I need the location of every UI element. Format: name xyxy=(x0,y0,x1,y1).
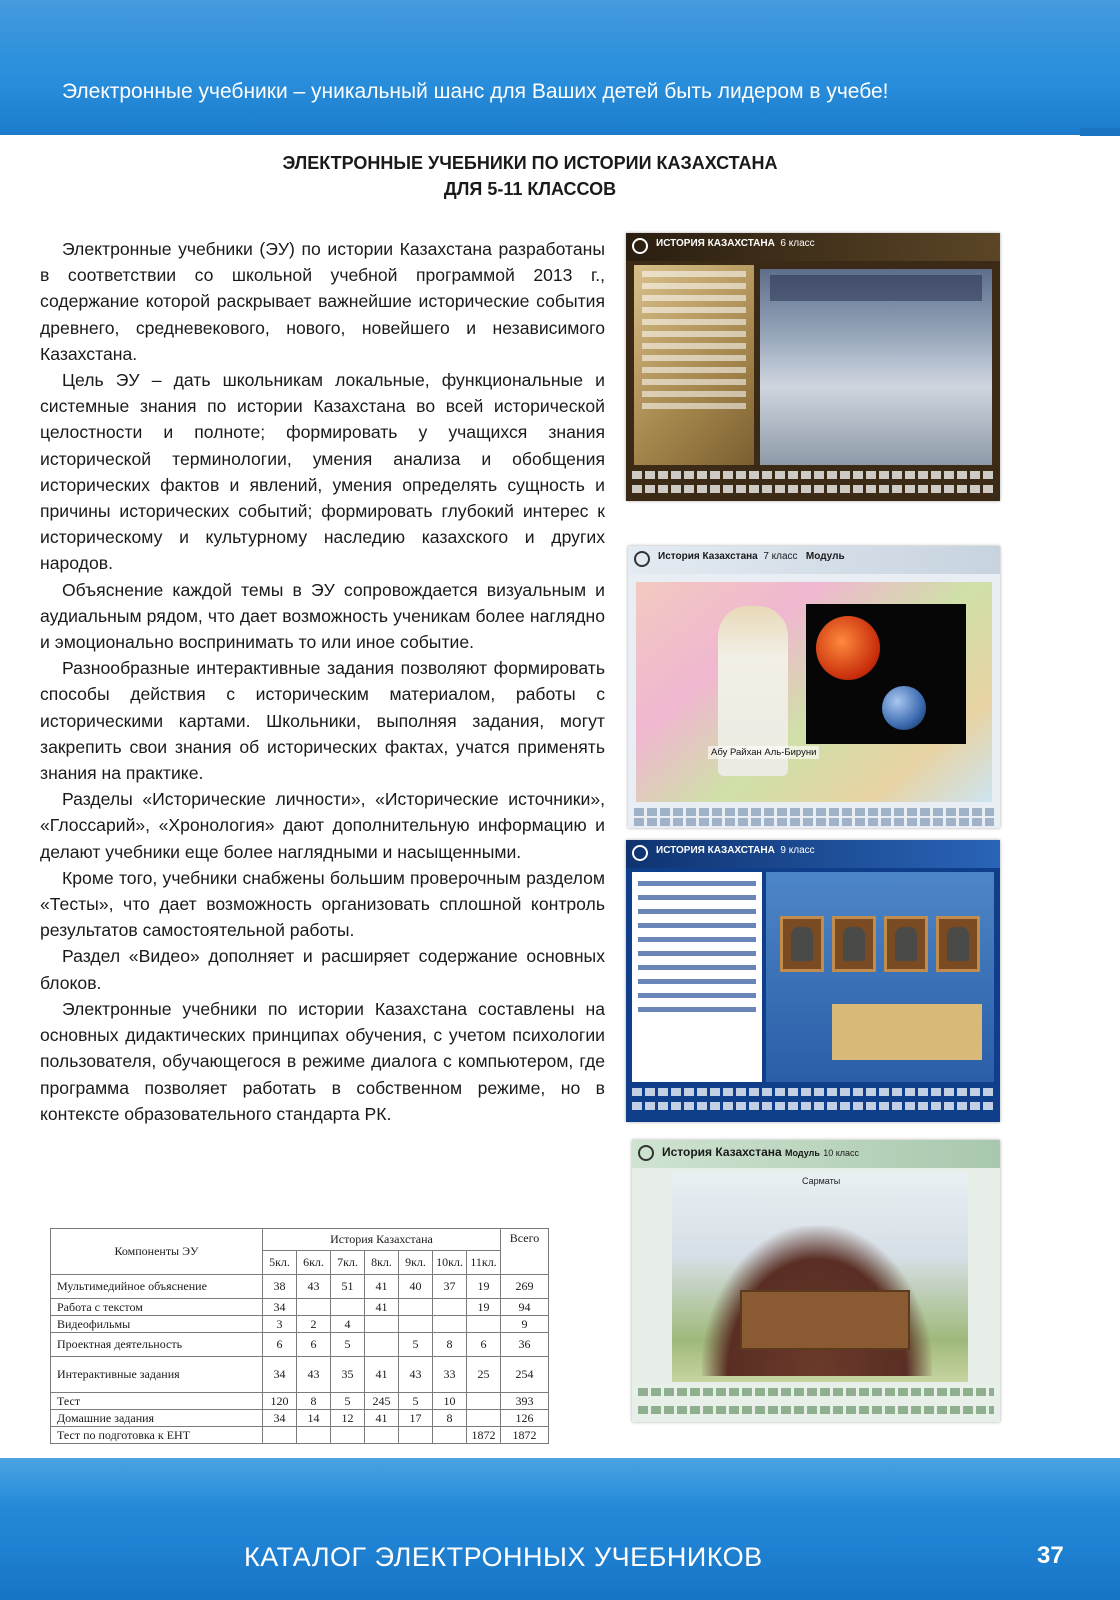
table-cell: 43 xyxy=(297,1357,331,1393)
table-cell-total: 9 xyxy=(501,1316,549,1333)
table-cell xyxy=(467,1316,501,1333)
table-header-total: Всего xyxy=(501,1229,549,1275)
table-row xyxy=(51,1427,549,1444)
table-row xyxy=(51,1316,549,1333)
paragraph: Кроме того, учебники снабжены большим проверочным разделом «Тесты», что дает возможность организовать сплошной контроль результатов самостоятельной работы. xyxy=(40,867,605,941)
table-row-name: Домашние задания xyxy=(51,1410,263,1427)
table-cell: 6 xyxy=(297,1333,331,1357)
table-row-name: Мультимедийное объяснение xyxy=(51,1275,263,1299)
table-cell-total: 94 xyxy=(501,1299,549,1316)
table-cell xyxy=(331,1299,365,1316)
page-title xyxy=(160,150,900,202)
table-row xyxy=(51,1275,549,1299)
table-cell: 1872 xyxy=(467,1427,501,1444)
table-row-name: Проектная деятельность xyxy=(51,1333,263,1357)
table-cell: 19 xyxy=(467,1299,501,1316)
table-cell: 41 xyxy=(365,1299,399,1316)
screenshot-button-strip xyxy=(634,818,994,826)
banner-gloss xyxy=(0,1458,1120,1508)
screenshot-grade-6 xyxy=(626,233,1000,501)
table-cell: 4 xyxy=(331,1316,365,1333)
table-header-group: История Казахстана xyxy=(263,1229,501,1251)
portrait-image xyxy=(936,916,980,972)
table-cell: 12 xyxy=(331,1410,365,1427)
table-cell: 5 xyxy=(331,1333,365,1357)
banner-corner xyxy=(1080,128,1120,136)
header-slogan: Электронные учебники – уникальный шанс для Ваших детей быть лидером в учебе! xyxy=(62,80,889,103)
screenshot-letter-strip xyxy=(638,1388,994,1396)
table-grade-header: 7кл. xyxy=(331,1251,365,1275)
earth-image xyxy=(882,686,926,730)
table-row xyxy=(51,1357,549,1393)
table-row xyxy=(51,1393,549,1410)
table-cell: 34 xyxy=(263,1357,297,1393)
table-cell xyxy=(433,1299,467,1316)
bottom-banner xyxy=(0,1458,1120,1600)
table-cell: 41 xyxy=(365,1357,399,1393)
sun-image xyxy=(816,616,880,680)
table-grade-header: 8кл. xyxy=(365,1251,399,1275)
screenshot-titlebar xyxy=(628,546,1000,574)
portrait-image xyxy=(780,916,824,972)
table-cell: 5 xyxy=(331,1393,365,1410)
table-cell: 8 xyxy=(297,1393,331,1410)
table-grade-header: 10кл. xyxy=(433,1251,467,1275)
table-row xyxy=(51,1299,549,1316)
table-cell xyxy=(365,1316,399,1333)
table-cell: 8 xyxy=(433,1333,467,1357)
table-cell: 51 xyxy=(331,1275,365,1299)
table-cell: 41 xyxy=(365,1275,399,1299)
screenshot-menu xyxy=(634,265,754,465)
screenshot-title: ИСТОРИЯ КАЗАХСТАНА 6 класс xyxy=(656,238,815,249)
screenshot-title: ИСТОРИЯ КАЗАХСТАНА 9 класс xyxy=(656,845,815,856)
screenshot-letter-strip xyxy=(634,808,994,816)
paragraph: Объяснение каждой темы в ЭУ сопровождается визуальным и аудиальным рядом, что дает возможность ученикам более наглядно и эмоционально воспринимать то или иное событие. xyxy=(40,579,605,653)
screenshot-grade-7 xyxy=(628,546,1000,828)
table-cell-total: 1872 xyxy=(501,1427,549,1444)
table-cell: 25 xyxy=(467,1357,501,1393)
table-cell: 43 xyxy=(297,1275,331,1299)
banner-gloss xyxy=(0,0,1120,70)
paragraph: Раздел «Видео» дополняет и расширяет содержание основных блоков. xyxy=(40,946,605,993)
table-cell: 5 xyxy=(399,1333,433,1357)
table-cell: 245 xyxy=(365,1393,399,1410)
table-row-name: Интерактивные задания xyxy=(51,1357,263,1393)
document-image xyxy=(832,1004,982,1060)
table-cell xyxy=(467,1410,501,1427)
page-title-line-2: ДЛЯ 5-11 КЛАССОВ xyxy=(443,179,617,199)
paragraph: Электронные учебники по истории Казахстана составлены на основных дидактических принципах обучения, с учетом психологии пользователя, обучающегося в режиме диалога с компьютером, где программа позволяет работать в собственном режиме, но в контексте образовательного стандарта РК. xyxy=(40,998,605,1124)
table-grade-header: 6кл. xyxy=(297,1251,331,1275)
screenshot-titlebar xyxy=(632,1140,1000,1168)
table-cell xyxy=(331,1427,365,1444)
portrait-image xyxy=(832,916,876,972)
table-row xyxy=(51,1333,549,1357)
paragraph: Разделы «Исторические личности», «Исторические источники», «Глоссарий», «Хронология» дают дополнительную информацию и делают учебники еще более наглядными и насыщенными. xyxy=(40,789,605,862)
table-cell-total: 36 xyxy=(501,1333,549,1357)
page-number: 37 xyxy=(1037,1542,1064,1569)
table-grade-header: 9кл. xyxy=(399,1251,433,1275)
screenshot-scene-image xyxy=(760,269,992,465)
page-title-line-1: ЭЛЕКТРОННЫЕ УЧЕБНИКИ ПО ИСТОРИИ КАЗАХСТАНА xyxy=(282,153,778,173)
table-cell xyxy=(297,1427,331,1444)
table-cell: 34 xyxy=(263,1410,297,1427)
table-cell: 6 xyxy=(467,1333,501,1357)
table-cell: 120 xyxy=(263,1393,297,1410)
article-body xyxy=(40,236,605,1127)
table-cell xyxy=(263,1427,297,1444)
screenshot-button-strip xyxy=(638,1406,994,1414)
table-row-name: Видеофильмы xyxy=(51,1316,263,1333)
table-cell-total: 393 xyxy=(501,1393,549,1410)
table-row-name: Тест по подготовка к ЕНТ xyxy=(51,1427,263,1444)
catalog-title: КАТАЛОГ ЭЛЕКТРОННЫХ УЧЕБНИКОВ xyxy=(244,1542,763,1572)
table-cell xyxy=(365,1333,399,1357)
table-cell xyxy=(297,1299,331,1316)
table-cell xyxy=(365,1427,399,1444)
table-row-name: Тест xyxy=(51,1393,263,1410)
screenshot-button-strip xyxy=(632,485,994,493)
table-cell: 19 xyxy=(467,1275,501,1299)
app-logo-icon xyxy=(632,238,648,254)
artifact-chest-image xyxy=(740,1290,910,1350)
paragraph: Электронные учебники (ЭУ) по истории Казахстана разработаны в соответствии со школьной учебной программой 2013 г., содержание которой раскрывает важнейшие исторические события древнего, средневекового, нового, новейшего и независимого Казахстана. xyxy=(40,239,605,364)
table-cell: 8 xyxy=(433,1410,467,1427)
screenshot-grade-10 xyxy=(632,1140,1000,1422)
screenshot-button-strip xyxy=(632,1102,994,1110)
table-cell: 10 xyxy=(433,1393,467,1410)
table-cell xyxy=(433,1427,467,1444)
table-header-row xyxy=(51,1229,549,1251)
table-cell: 6 xyxy=(263,1333,297,1357)
table-grade-header: 11кл. xyxy=(467,1251,501,1275)
screenshot-topic-list xyxy=(632,872,762,1082)
table-cell xyxy=(467,1393,501,1410)
table-row-name: Работа с текстом xyxy=(51,1299,263,1316)
components-table xyxy=(50,1228,549,1444)
table-cell: 38 xyxy=(263,1275,297,1299)
table-cell: 17 xyxy=(399,1410,433,1427)
screenshot-titlebar xyxy=(626,840,1000,868)
table-cell: 37 xyxy=(433,1275,467,1299)
table-cell: 33 xyxy=(433,1357,467,1393)
top-banner xyxy=(0,0,1120,135)
table-cell xyxy=(399,1316,433,1333)
table-cell-total: 269 xyxy=(501,1275,549,1299)
table-cell xyxy=(433,1316,467,1333)
table-cell: 43 xyxy=(399,1357,433,1393)
screenshot-title: История Казахстана Модуль 10 класс xyxy=(662,1145,860,1159)
paragraph: Цель ЭУ – дать школьникам локальные, функциональные и системные знания по истории Казахстана во всей исторической целостности и полноте; формировать у учащихся знания исторической терминологии, умения анализа и обобщения исторических фактов и явлений, умения определять сущность и причины исторических событий; формировать глубокий интерес к историческому и культурному наследию казахского и других народов. xyxy=(40,370,605,574)
table-cell: 2 xyxy=(297,1316,331,1333)
table-cell: 5 xyxy=(399,1393,433,1410)
app-logo-icon xyxy=(638,1145,654,1161)
table-cell: 3 xyxy=(263,1316,297,1333)
table-cell: 35 xyxy=(331,1357,365,1393)
table-row xyxy=(51,1410,549,1427)
app-logo-icon xyxy=(632,845,648,861)
screenshot-letter-strip xyxy=(632,471,994,479)
table-header-components: Компоненты ЭУ xyxy=(51,1229,263,1275)
table-cell-total: 126 xyxy=(501,1410,549,1427)
portrait-image xyxy=(884,916,928,972)
screenshot-grade-9 xyxy=(626,840,1000,1122)
screenshot-titlebar xyxy=(626,233,1000,261)
table-cell: 40 xyxy=(399,1275,433,1299)
screenshot-title: История Казахстана 7 класс Модуль xyxy=(658,551,845,562)
table-cell-total: 254 xyxy=(501,1357,549,1393)
table-cell xyxy=(399,1427,433,1444)
app-logo-icon xyxy=(634,551,650,567)
table-grade-header: 5кл. xyxy=(263,1251,297,1275)
screenshot-caption: Сарматы xyxy=(802,1176,841,1186)
table-cell: 14 xyxy=(297,1410,331,1427)
table-cell: 34 xyxy=(263,1299,297,1316)
screenshot-caption: Абу Райхан Аль-Бируни xyxy=(708,746,819,759)
screenshot-letter-strip xyxy=(632,1088,994,1096)
screenshot-content-panel xyxy=(766,872,994,1082)
table-cell xyxy=(399,1299,433,1316)
table-cell: 41 xyxy=(365,1410,399,1427)
paragraph: Разнообразные интерактивные задания позволяют формировать способы действия с историческим материалом, работы с историческими картами. Школьники, выполняя задания, могут закрепить свои знания об исторических фактах, учатся применять знания на практике. xyxy=(40,658,605,784)
